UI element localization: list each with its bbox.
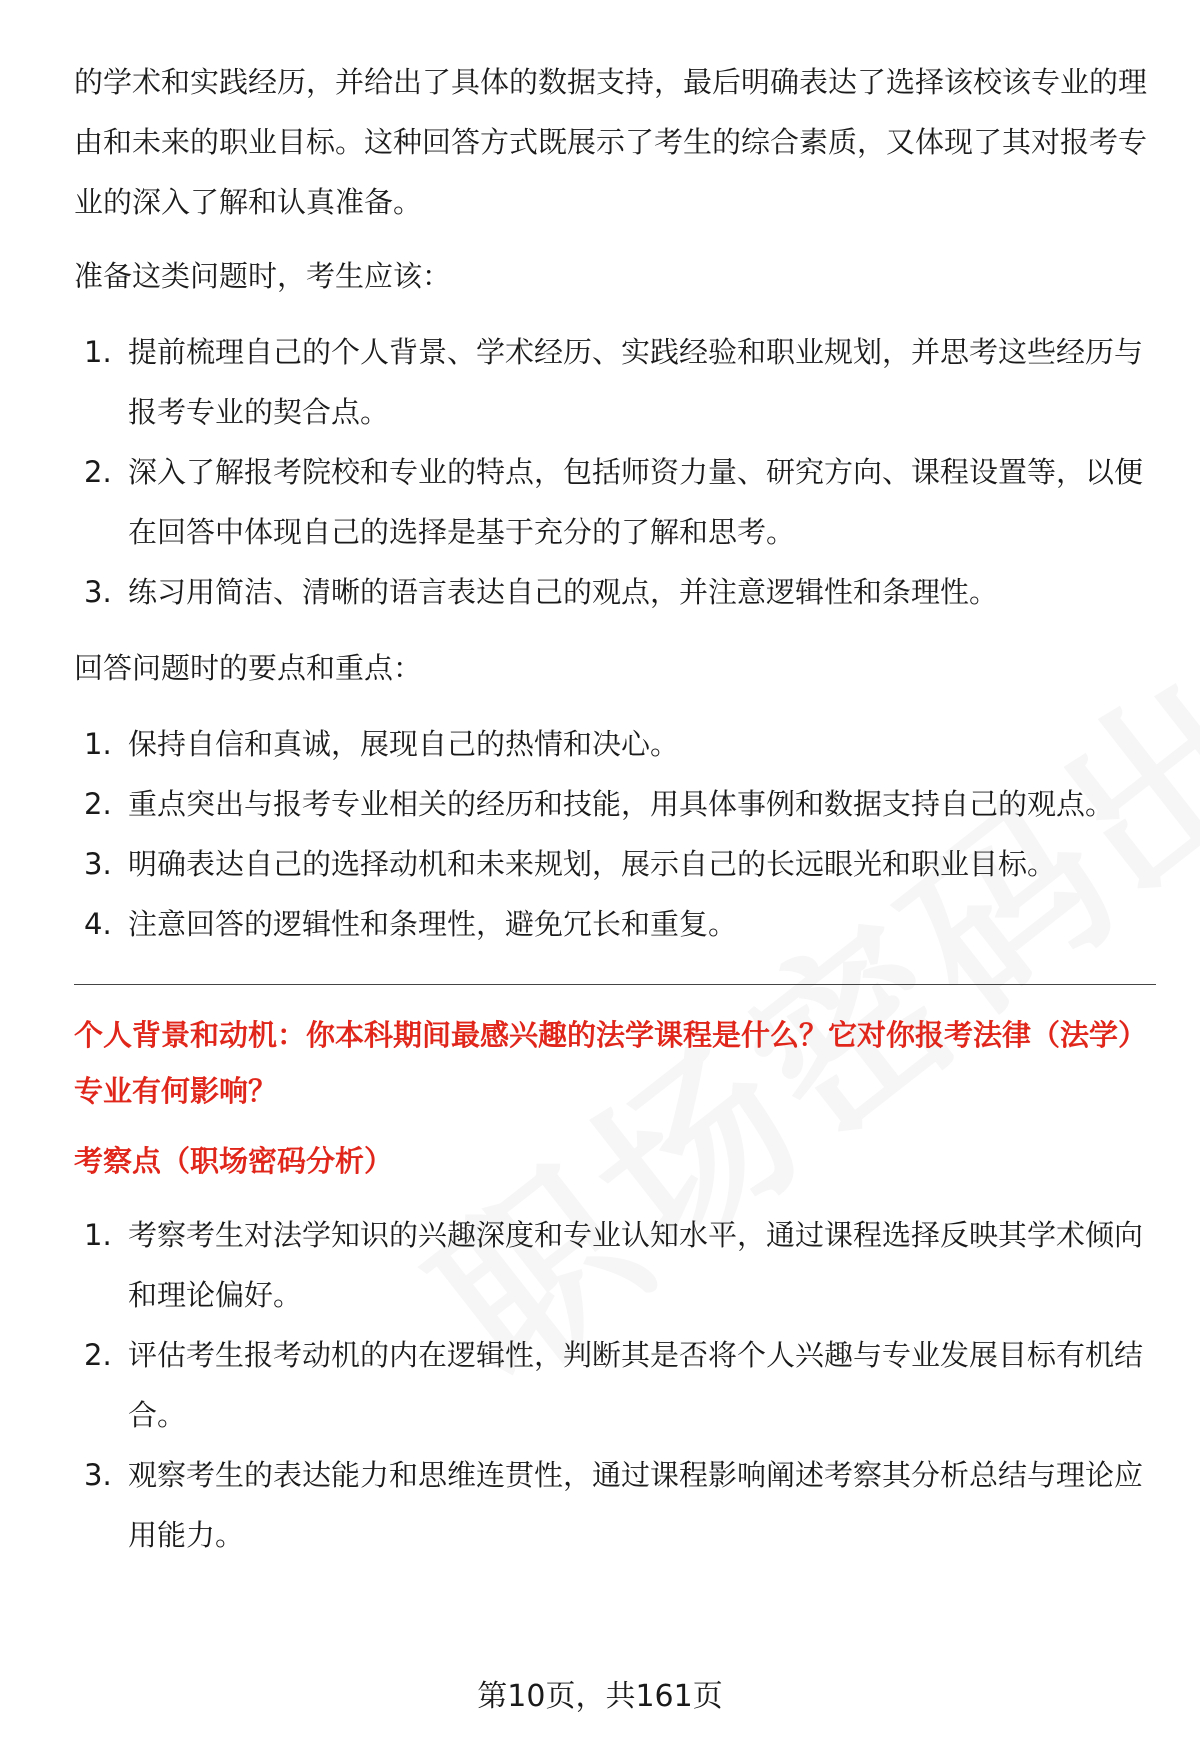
list-item-text: 提前梳理自己的个人背景、学术经历、实践经验和职业规划，并思考这些经历与报考专业的契合点。	[128, 335, 1144, 429]
list-item	[74, 562, 1154, 622]
page-number-footer: 第10页，共161页	[477, 1679, 723, 1714]
list-item-text: 练习用简洁、清晰的语言表达自己的观点，并注意逻辑性和条理性。	[128, 575, 999, 609]
top-paragraph: 的学术和实践经历，并给出了具体的数据支持，最后明确表达了选择该校该专业的理由和未来的职业目标。这种回答方式既展示了考生的综合素质，又体现了其对报考专业的深入了解和认真准备。	[74, 65, 1148, 219]
list-item-text: 观察考生的表达能力和思维连贯性，通过课程影响阐述考察其分析总结与理论应用能力。	[128, 1458, 1144, 1552]
list-number: 2.	[84, 787, 112, 821]
question-heading: 个人背景和动机：你本科期间最感兴趣的法学课程是什么？它对你报考法律（法学）专业有何影响？	[74, 1018, 1148, 1108]
list-item	[74, 1325, 1154, 1445]
answer-intro: 回答问题时的要点和重点：	[74, 651, 423, 685]
list-item-text: 重点突出与报考专业相关的经历和技能，用具体事例和数据支持自己的观点。	[128, 787, 1115, 821]
list-number: 1.	[84, 1218, 112, 1252]
list-item	[74, 322, 1154, 442]
list-number: 3.	[84, 575, 112, 609]
list-item-text: 保持自信和真诚，展现自己的热情和决心。	[128, 727, 680, 761]
list-number: 2.	[84, 1338, 112, 1372]
list-number: 1.	[84, 335, 112, 369]
list-item-text: 评估考生报考动机的内在逻辑性，判断其是否将个人兴趣与专业发展目标有机结合。	[128, 1338, 1144, 1432]
list-item	[74, 442, 1154, 562]
page-content	[74, 52, 1154, 1565]
list-item-text: 考察考生对法学知识的兴趣深度和专业认知水平，通过课程选择反映其学术倾向和理论偏好。	[128, 1218, 1144, 1312]
list-number: 1.	[84, 727, 112, 761]
exam-list	[74, 1205, 1154, 1565]
list-number: 4.	[84, 907, 112, 941]
list-item	[74, 714, 1154, 774]
list-item-text: 明确表达自己的选择动机和未来规划，展示自己的长远眼光和职业目标。	[128, 847, 1057, 881]
prep-intro: 准备这类问题时，考生应该：	[74, 259, 452, 293]
list-number: 3.	[84, 847, 112, 881]
list-item-text: 深入了解报考院校和专业的特点，包括师资力量、研究方向、课程设置等，以便在回答中体现自己的选择是基于充分的了解和思考。	[128, 455, 1144, 549]
list-number: 3.	[84, 1458, 112, 1492]
list-item	[74, 774, 1154, 834]
list-item	[74, 1205, 1154, 1325]
prep-list	[74, 322, 1154, 622]
list-item	[74, 1445, 1154, 1565]
answer-list	[74, 714, 1154, 954]
list-item-text: 注意回答的逻辑性和条理性，避免冗长和重复。	[128, 907, 738, 941]
list-item	[74, 834, 1154, 894]
list-item	[74, 894, 1154, 954]
list-number: 2.	[84, 455, 112, 489]
exam-heading: 考察点（职场密码分析）	[74, 1144, 394, 1178]
